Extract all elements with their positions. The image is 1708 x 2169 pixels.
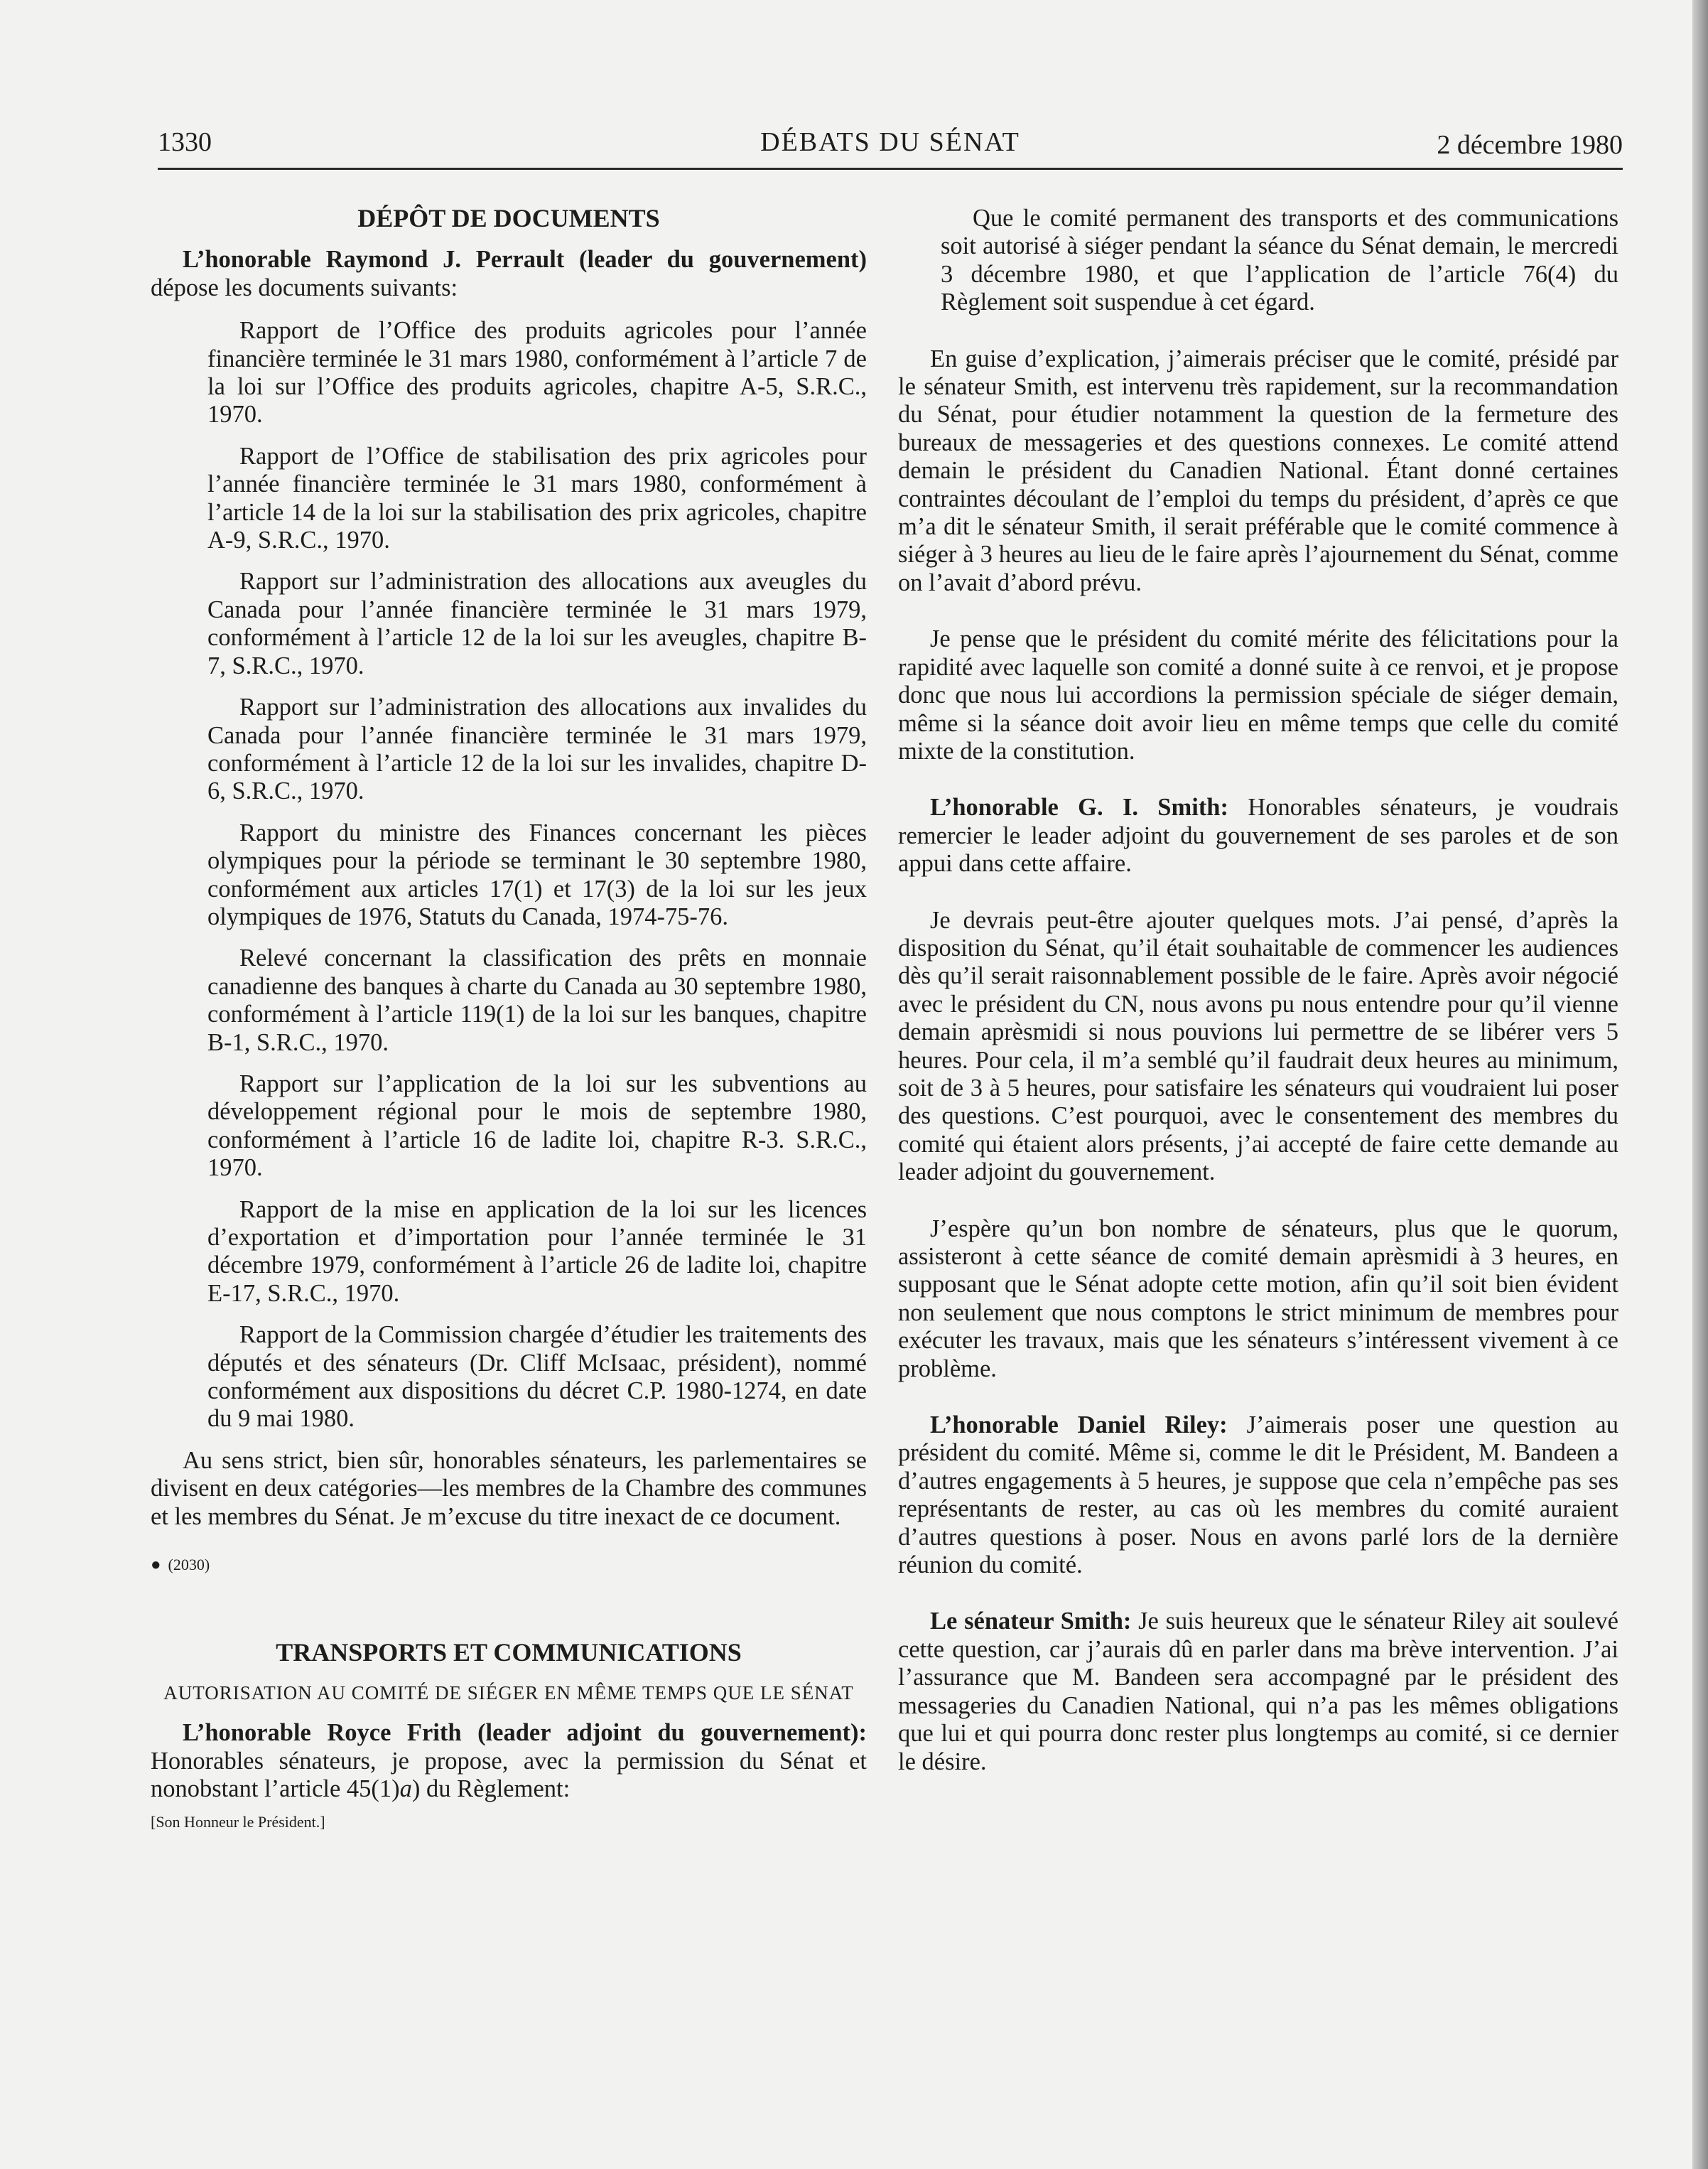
report-item: Rapport du ministre des Finances concernant les pièces olympiques pour la période se terminant le 30 septembre 1980, conformément aux articles 17(1) et 17(3) de la loi sur les jeux olympiques de 1976, Statuts du Canada, 1974-75-76. bbox=[207, 819, 867, 930]
header-date: 2 décembre 1980 bbox=[1437, 130, 1623, 160]
speaker-riley: L’honorable Daniel Riley: bbox=[930, 1411, 1228, 1439]
report-item: Rapport de la Commission chargée d’étudier les traitements des députés et des sénateurs (Dr. Cliff McIsaac, président), nommé conformément aux dispositions du décret C.P. 1980-1274, en date du 9 mai 1980. bbox=[207, 1321, 867, 1433]
time-marker bbox=[151, 1552, 867, 1578]
smith-details-paragraph: Je devrais peut-être ajouter quelques mots. J’ai pensé, d’après la disposition du Sénat, qu’il était souhaitable de commencer les audiences dès qu’il serait raisonnablement possible de le faire. Après avoir négocié avec le président du CN, nous avons pu nous entendre pour qu’il vienne demain aprèsmidi si nous pouvions lui permettre de se libérer vers 5 heures. Pour cela, il m’a semblé qu’il faudrait deux heures au minimum, soit de 3 à 5 heures, pour satisfaire les sénateurs qui voudraient lui poser des questions. C’est pourquoi, avec le consentement des membres du comité qui étaient alors présents, j’ai accepté de faire cette demande au leader adjoint du gouvernement. bbox=[898, 906, 1618, 1186]
running-header bbox=[158, 127, 1623, 169]
right-column bbox=[898, 205, 1618, 1776]
publication-title: DÉBATS DU SÉNAT bbox=[760, 127, 1020, 157]
section-subtitle: AUTORISATION AU COMITÉ DE SIÉGER EN MÊME TEMPS QUE LE SÉNAT bbox=[163, 1682, 854, 1704]
explanation-paragraph: En guise d’explication, j’aimerais préciser que le comité, présidé par le sénateur Smith, est intervenu très rapidement, sur la recommandation du Sénat, pour étudier notamment la question de la fermeture des bureaux de messageries et des questions connexes. Le comité attend demain le président du Canadien National. Étant donné certaines contraintes découlant de l’emploi du temps du président, d’après ce que m’a dit le sénateur Smith, il serait préférable que le comité commence à siéger à 3 heures au lieu de le faire après l’ajournement du Sénat, comme on l’avait d’abord prévu. bbox=[898, 345, 1618, 596]
smith-final-text: Je suis heureux que le sénateur Riley ait soulevé cette question, car j’aurais dû en parler dans ma brève intervention. J’ai l’assurance que M. Bandeen sera accompagné par le président des messageries du Canadien National, qui n’a pas les mêmes obligations que lui et qui pourra donc rester plus longtemps au comité, si ce dernier le désire. bbox=[898, 1608, 1618, 1775]
frith-text-b: ) du Règlement: bbox=[411, 1775, 571, 1803]
left-column bbox=[151, 205, 867, 1834]
page-number: 1330 bbox=[158, 127, 212, 157]
smith-reply-text: Honorables sénateurs, je voudrais remercier le leader adjoint du gouvernement de ses paroles et de son appui dans cette affaire. bbox=[898, 794, 1618, 878]
section-title-transports: TRANSPORTS ET COMMUNICATIONS bbox=[276, 1638, 742, 1667]
speaker-senator-smith: Le sénateur Smith: bbox=[930, 1608, 1132, 1635]
section-title-documents: DÉPÔT DE DOCUMENTS bbox=[357, 204, 660, 232]
frith-paragraph bbox=[151, 1719, 867, 1803]
report-item: Rapport de l’Office de stabilisation des prix agricoles pour l’année financière terminée le 31 mars 1980, conformément à l’article 14 de la loi sur la stabilisation des prix agricoles, chapitre A-9, S.R.C., 1970. bbox=[207, 442, 867, 554]
frith-text-a: Honorables sénateurs, je propose, avec la permission du Sénat et nonobstant l’article 45(1) bbox=[151, 1747, 867, 1803]
page-edge-bar bbox=[1692, 0, 1708, 2169]
congratulations-paragraph: Je pense que le président du comité mérite des félicitations pour la rapidité avec laquelle son comité a donné suite à ce renvoi, et je propose donc que nous lui accordions la permission spéciale de siéger demain, même si la séance doit avoir lieu en même temps que celle du comité mixte de la constitution. bbox=[898, 625, 1618, 765]
intro-paragraph bbox=[151, 246, 867, 302]
report-item: Rapport sur l’administration des allocations aux aveugles du Canada pour l’année financière terminée le 31 mars 1979, conformément à l’article 12 de la loi sur les aveugles, chapitre B-7, S.R.C., 1970. bbox=[207, 568, 867, 679]
frith-text-italic: a bbox=[399, 1775, 412, 1803]
smith-final-paragraph bbox=[898, 1608, 1618, 1775]
report-item: Relevé concernant la classification des prêts en monnaie canadienne des banques à charte du Canada au 30 septembre 1980, conformément à l’article 119(1) de la loi sur les banques, chapitre B-1, S.R.C., 1970. bbox=[207, 944, 867, 1056]
smith-reply-paragraph bbox=[898, 794, 1618, 878]
intro-text: dépose les documents suivants: bbox=[151, 274, 458, 301]
report-item: Rapport sur l’administration des allocations aux invalides du Canada pour l’année financière terminée le 31 mars 1979, conformément à l’article 12 de la loi sur les invalides, chapitre D-6, S.R.C., 1970. bbox=[207, 694, 867, 805]
closing-paragraph: Au sens strict, bien sûr, honorables sénateurs, les parlementaires se divisent en deux catégories—les membres de la Chambre des communes et les membres du Sénat. Je m’excuse du titre inexact de ce document. bbox=[151, 1446, 867, 1530]
report-item: Rapport de la mise en application de la loi sur les licences d’exportation et d’importation pour l’année terminée le 31 décembre 1979, conformément à l’article 26 de ladite loi, chapitre E-17, S.R.C., 1970. bbox=[207, 1195, 867, 1307]
riley-text: J’aimerais poser une question au président du comité. Même si, comme le dit le Président, M. Bandeen a d’autres engagements à 5 heures, je suppose que cela n’empêche pas ses représentants de rester, au cas où les membres du comité auraient d’autres questions à poser. Nous en avons parlé lors de la dernière réunion du comité. bbox=[898, 1411, 1618, 1579]
chair-note: [Son Honneur le Président.] bbox=[151, 1812, 325, 1831]
quorum-paragraph: J’espère qu’un bon nombre de sénateurs, plus que le quorum, assisteront à cette séance de comité demain aprèsmidi à 3 heures, en supposant que le Sénat adopte cette motion, afin qu’il soit bien évident non seulement que nous comptons le strict minimum de membres pour exécuter les travaux, mais que les sénateurs s’intéressent vivement à ce problème. bbox=[898, 1215, 1618, 1382]
bullet-icon: ● bbox=[151, 1556, 161, 1575]
header-rule bbox=[158, 168, 1623, 170]
report-item: Rapport de l’Office des produits agricoles pour l’année financière terminée le 31 mars 1980, conformément à l’article 7 de la loi sur l’Office des produits agricoles, chapitre A-5, S.R.C., 1970. bbox=[207, 317, 867, 429]
motion-text: Que le comité permanent des transports et des communications soit autorisé à siéger pendant la séance du Sénat demain, le mercredi 3 décembre 1980, et que l’application de l’article 76(4) du Règlement soit suspendue à cet égard. bbox=[941, 205, 1618, 316]
speaker-smith: L’honorable G. I. Smith: bbox=[930, 794, 1228, 822]
speaker-perrault: L’honorable Raymond J. Perrault (leader du gouvernement) bbox=[183, 246, 867, 274]
speaker-frith: L’honorable Royce Frith (leader adjoint du gouvernement): bbox=[183, 1719, 867, 1747]
riley-paragraph bbox=[898, 1411, 1618, 1579]
section-spacer bbox=[151, 1578, 867, 1639]
time-marker-text: (2030) bbox=[168, 1556, 210, 1574]
report-item: Rapport sur l’application de la loi sur les subventions au développement régional pour le mois de septembre 1980, conformément à l’article 16 de ladite loi, chapitre R-3. S.R.C., 1970. bbox=[207, 1070, 867, 1182]
